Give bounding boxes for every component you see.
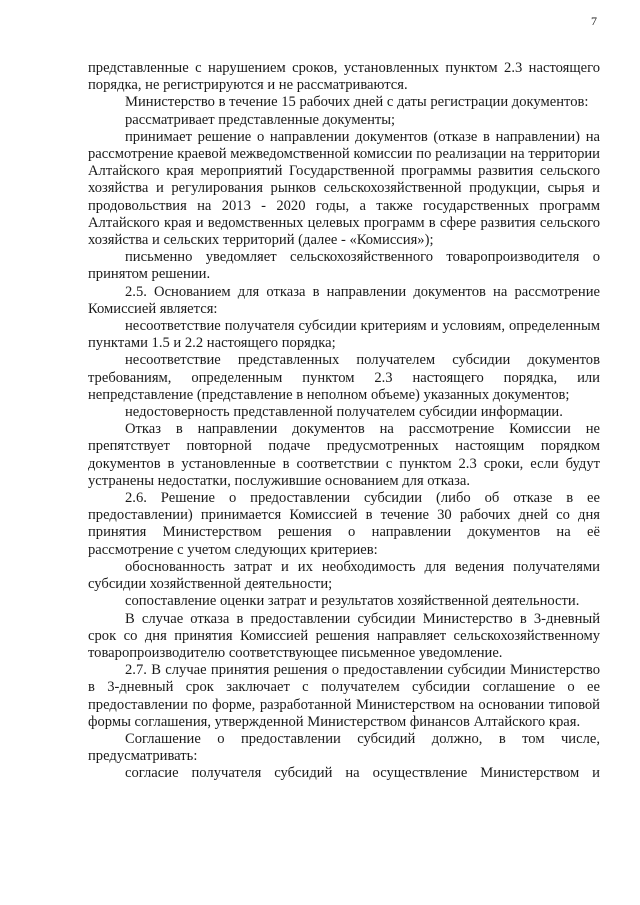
document-body (88, 60, 600, 783)
paragraph-section-2-5: 2.5. Основанием для отказа в направлении документов на рассмотрение Комиссией является: (88, 283, 600, 317)
paragraph-considers-documents: рассматривает представленные документы; (125, 111, 396, 128)
page-number: 7 (591, 14, 597, 28)
paragraph-decision-commission: принимает решение о направлении документов (отказе в направлении) на рассмотрение краевой межведомственной комиссии по реализации на территории Алтайского края мероприятий Государственной программы развития сельского хозяйства и регулирования рынков сельскохозяйственной продукции, сырья и продовольствия на 2013 - 2020 годы, а также государственных программ Алтайского края и ведомственных целевых программ в сфере развития сельского хозяйства и сельских территорий (далее - «Комиссия»); (88, 128, 600, 249)
paragraph-agreement-terms: Соглашение о предоставлении субсидий должно, в том числе, предусматривать: (88, 730, 600, 765)
paragraph-late-documents: представленные с нарушением сроков, установленных пунктом 2.3 настоящего порядка, не регистрируются и не рассматриваются. (88, 60, 600, 94)
paragraph-cost-comparison: сопоставление оценки затрат и результатов хозяйственной деятельности. (125, 593, 580, 610)
paragraph-unreliable-info: недостоверность представленной получателем субсидии информации. (125, 404, 563, 421)
paragraph-ministry-review: Министерство в течение 15 рабочих дней с даты регистрации документов: (125, 94, 589, 111)
paragraph-consent: согласие получателя субсидий на осуществление Министерством и (125, 765, 600, 782)
paragraph-section-2-6: 2.6. Решение о предоставлении субсидии (либо об отказе в ее предоставлении) принимается Комиссией в течение 30 рабочих дней со дня принятия Министерством решения о направлении документов на её рассмотрение с учетом следующих критериев: (88, 490, 600, 558)
paragraph-refusal-notice: В случае отказа в предоставлении субсидии Министерство в 3-дневный срок со дня принятия Комиссией решения направляет сельскохозяйственному товаропроизводителю соответствующее письменное уведомление. (88, 610, 600, 661)
paragraph-cost-justification: обоснованность затрат и их необходимость для ведения получателями субсидии хозяйственной деятельности; (88, 558, 600, 593)
paragraph-section-2-7: 2.7. В случае принятия решения о предоставлении субсидии Министерство в 3-дневный срок заключает с получателем субсидии соглашение о ее предоставлении по форме, разработанной Министерством на основании типовой формы соглашения, утвержденной Министерством финансов Алтайского края. (88, 662, 600, 730)
paragraph-notifies-producer: письменно уведомляет сельскохозяйственного товаропроизводителя о принятом решении. (88, 249, 600, 283)
paragraph-criteria-mismatch: несоответствие получателя субсидии критериям и условиям, определенным пунктами 1.5 и 2.2 настоящего порядка; (88, 318, 600, 352)
paragraph-documents-mismatch: несоответствие представленных получателем субсидии документов требованиям, определенным пунктом 2.3 настоящего порядка, или непредставление (представление в неполном объеме) указанных документов; (88, 352, 600, 403)
paragraph-refusal-resubmission: Отказ в направлении документов на рассмотрение Комиссии не препятствует повторной подаче предусмотренных настоящим порядком документов в установленные в соответствии с пунктом 2.3 сроки, если будут устранены недостатки, послужившие основанием для отказа. (88, 421, 600, 489)
